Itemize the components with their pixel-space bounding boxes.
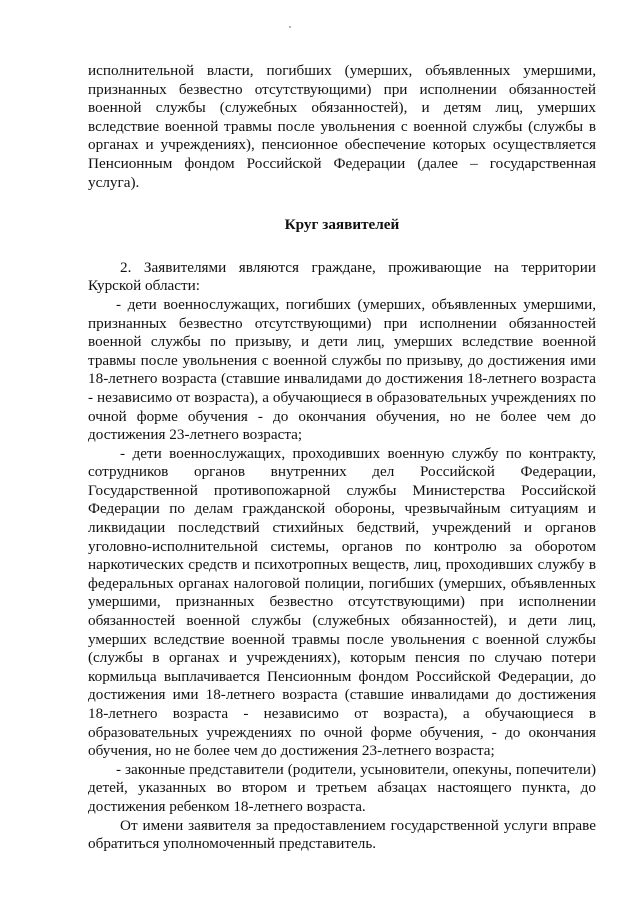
intro-paragraph: исполнительной власти, погибших (умерших, объявленных умершими, признанных безвестно отсутствующими) при исполнении обязанностей военной службы (служебных обязанностей), и детям лиц, умерших вследствие военной травмы после увольнения с военной службы (службы в органах и учреждениях), пенсионное обеспечение которых осуществляется Пенсионным фондом Российской Федерации (далее – государственная услуга). (88, 62, 596, 191)
paragraph-2: 2. Заявителями являются граждане, проживающие на территории Курской области: (88, 258, 596, 295)
applicant-item-2: - дети военнослужащих, проходивших военную службу по контракту, сотрудников органов внутренних дел Российской Федерации, Государственной противопожарной службы Министерства Российской Федерации по делам гражданской обороны, чрезвычайным ситуациям и ликвидации последствий стихийных бедствий, учреждений и органов уголовно-исполнительной системы, органов по контролю за оборотом наркотических средств и психотропных веществ, лиц, проходивших службу в федеральных органах налоговой полиции, погибших (умерших, объявленных умершими, признанных безвестно отсутствующими) при исполнении обязанностей военной службы (служебных обязанностей), и дети лиц, умерших вследствие военной травмы после увольнения с военной службы (службы в органах и учреждениях), которым пенсия по случаю потери кормильца выплачивается Пенсионным фондом Российской Федерации, до достижения ими 18-летнего возраста (ставшие инвалидами до достижения 18-летнего возраста - независимо от возраста), а обучающиеся в образовательных учреждениях по очной форме обучения, - до окончания обучения, но не более чем до достижения 23-летнего возраста; (88, 444, 596, 760)
scan-dot (289, 26, 291, 28)
applicant-item-3: - законные представители (родители, усыновители, опекуны, попечители) детей, указанных во втором и третьем абзацах настоящего пункта, до достижения ребенком 18-летнего возраста. (88, 760, 596, 815)
document-body (88, 62, 596, 854)
applicant-item-1: - дети военнослужащих, погибших (умерших, объявленных умершими, признанных безвестно отсутствующими) при исполнении обязанностей военной службы по призыву, и дети лиц, умерших вследствие военной травмы после увольнения с военной службы по призыву, до достижения ими 18-летнего возраста (ставшие инвалидами до достижения 18-летнего возраста - независимо от возраста), а обучающиеся в образовательных учреждениях по очной форме обучения - до окончания обучения, но не более чем до достижения 23-летнего возраста; (88, 295, 596, 444)
closing-paragraph: От имени заявителя за предоставлением государственной услуги вправе обратиться уполномоченный представитель. (88, 816, 596, 853)
section-heading: Круг заявителей (284, 216, 400, 234)
